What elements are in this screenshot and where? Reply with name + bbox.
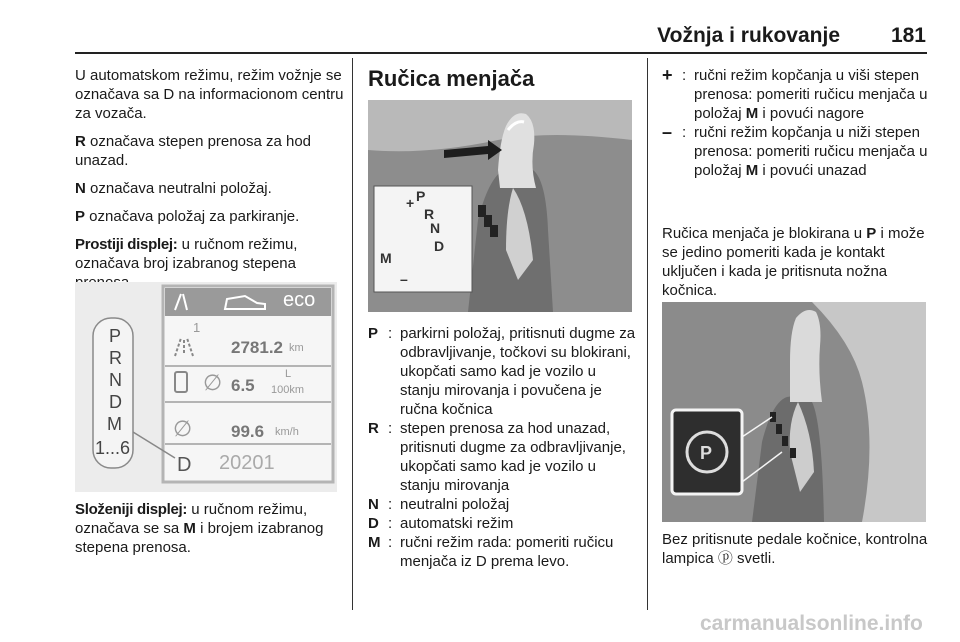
current-gear-letter: D [177,454,192,476]
page-number: 181 [890,24,926,47]
consumption-unit-top: L [285,368,292,380]
svg-text:P: P [700,443,713,463]
header-divider [75,52,927,54]
shifter-label-m: M [380,250,392,266]
shifter-label-r: R [424,206,435,222]
running-header-title: Vožnja i rukovanje [657,24,840,47]
driver-info-display-illustration [75,282,337,492]
paragraph-p: P označava položaj za parkiranje. [75,208,300,225]
consumption-unit-bottom: 100km [271,384,305,396]
gear-label-p: P [109,326,122,346]
shift-lock-photo [662,302,926,522]
shifter-label-p: P [416,188,426,204]
left-column-bottom [75,500,347,557]
section-title: Ručica menjača [368,66,535,91]
shifter-label-d: D [434,238,445,254]
gear-definitions-list [368,324,636,571]
avg-speed-unit: km/h [275,426,299,438]
right-column-bottom [662,530,932,568]
paragraph-n: N označava neutralni položaj. [75,180,272,197]
avg-speed-value: 99.6 [231,422,265,441]
odometer: 20201 [219,452,275,474]
gear-label-n: N [109,370,122,390]
trip-distance: 2781.2 [231,338,283,357]
definition-d: D : automatski režim [368,515,514,532]
paragraph-brake-lamp: Bez pritisnute pedale kočnice, kontrolna lampica ⓟ svetli. [662,531,928,567]
paragraph-auto-mode: U automatskom režimu, režim vožnje se označava sa D na informacionom centru za vozača. [75,67,344,122]
gear-label-manual-range: 1...6 [95,438,131,458]
gear-shifter-photo [368,100,632,312]
svg-text:–: – [400,271,408,287]
avg-consumption-symbol: ∅ [203,370,223,395]
avg-consumption-value: 6.5 [231,376,255,395]
column-divider-left [352,58,353,610]
left-column-top [75,66,347,301]
paragraph-r: R označava stepen prenosa za hod unazad. [75,133,312,169]
gear-label-r: R [109,348,122,368]
definition-n: N : neutralni položaj [368,496,510,513]
paragraph-simple-display: Prostiji displej: u ručnom režimu, označava broj izabranog stepena [75,236,298,272]
shifter-label-n: N [430,220,441,236]
eco-label: eco [283,289,316,311]
watermark: carmanualsonline.info [700,612,923,635]
trip-distance-unit: km [289,342,304,354]
trip-number: 1 [193,320,201,335]
right-column-paragraph [662,224,932,300]
definition-plus: + : ručni režim kopčanja u viši stepen prenosa: pomeriti ručicu menjača u položaj M i povući nagore [662,65,928,122]
avg-speed-symbol: ∅ [173,416,193,441]
gear-label-d: D [109,392,122,412]
definition-minus: – : ručni režim kopčanja u niži stepen prenosa: pomeriti ručicu menjača u položaj M i povući unazad [662,122,928,179]
definition-m: M : ručni režim rada: pomeriti ručicu menjača iz D prema levo. [368,534,614,570]
definition-p: P : parkirni položaj, pritisnuti dugme za odbravljivanje, točkovi su blokirani, ukopčati samo kad je vozilo u stanju mirovanja i povučena je ručna kočnica [368,325,636,418]
paragraph-shift-lock: Ručica menjača je blokirana u P i može se jedino pomeriti kada je kontakt uključen i kada je pritisnuta nožna kočnica. [662,225,925,299]
column-divider-right [647,58,648,610]
definition-r: R : stepen prenosa za hod unazad, pritisnuti dugme za odbravljivanje, ukopčati samo kad je vozilo u stanju mirovanja [368,420,626,494]
manual-shift-list [662,66,932,180]
paragraph-complex-display: Složeniji displej: u ručnom režimu, označava se sa M i brojem izabranog stepena prenosa. [75,501,324,556]
svg-text:+: + [406,195,415,211]
gear-label-m: M [107,414,122,434]
